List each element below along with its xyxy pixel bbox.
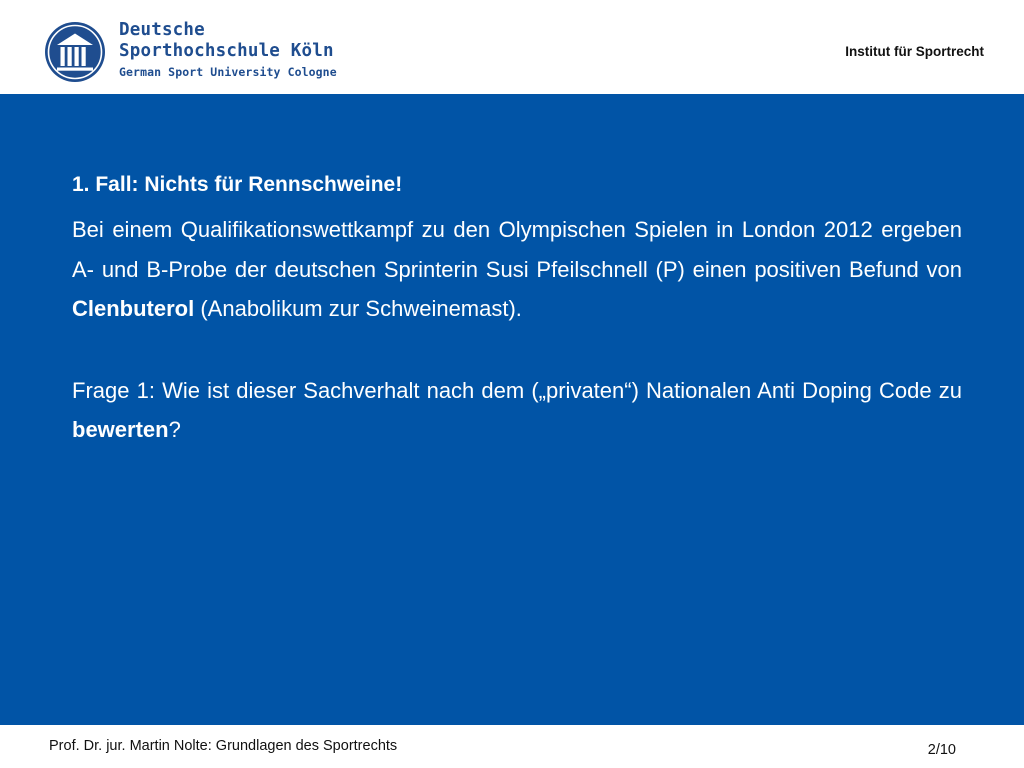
institute-name: Institut für Sportrecht <box>845 44 984 59</box>
footer-page-number: 2/10 <box>927 742 956 758</box>
case-title: 1. Fall: Nichts für Rennschweine! <box>72 173 403 196</box>
case-description-substance: Clenbuterol <box>72 296 195 321</box>
university-logo-text <box>119 20 337 80</box>
slide-header <box>0 0 1024 94</box>
slide-text-block <box>72 170 962 450</box>
university-emblem-icon <box>43 20 107 84</box>
case-question <box>72 371 962 450</box>
footer-author: Prof. Dr. jur. Martin Nolte: Grundlagen des Sportrechts <box>49 738 398 754</box>
case-description-text-2: (Anabolikum zur Schweinemast). <box>194 296 522 321</box>
logo-line-3: German Sport University Cologne <box>119 65 337 79</box>
case-question-text-2: ? <box>168 417 181 442</box>
case-description-text-1: Bei einem Qualifikationswettkampf zu den Olympischen Spielen in London 2012 ergeben A- und B-Probe der deutschen Sprinterin Susi Pfeilschnell (P) einen positiven Befund von <box>72 217 962 282</box>
logo-line-2: Sporthochschule Köln <box>119 41 334 61</box>
case-description <box>72 210 962 329</box>
case-question-emphasis: bewerten <box>72 417 169 442</box>
logo-line-1: Deutsche <box>119 20 205 40</box>
case-question-text-1: Frage 1: Wie ist dieser Sachverhalt nach dem („privaten“) Nationalen Anti Doping Code zu <box>72 377 962 403</box>
